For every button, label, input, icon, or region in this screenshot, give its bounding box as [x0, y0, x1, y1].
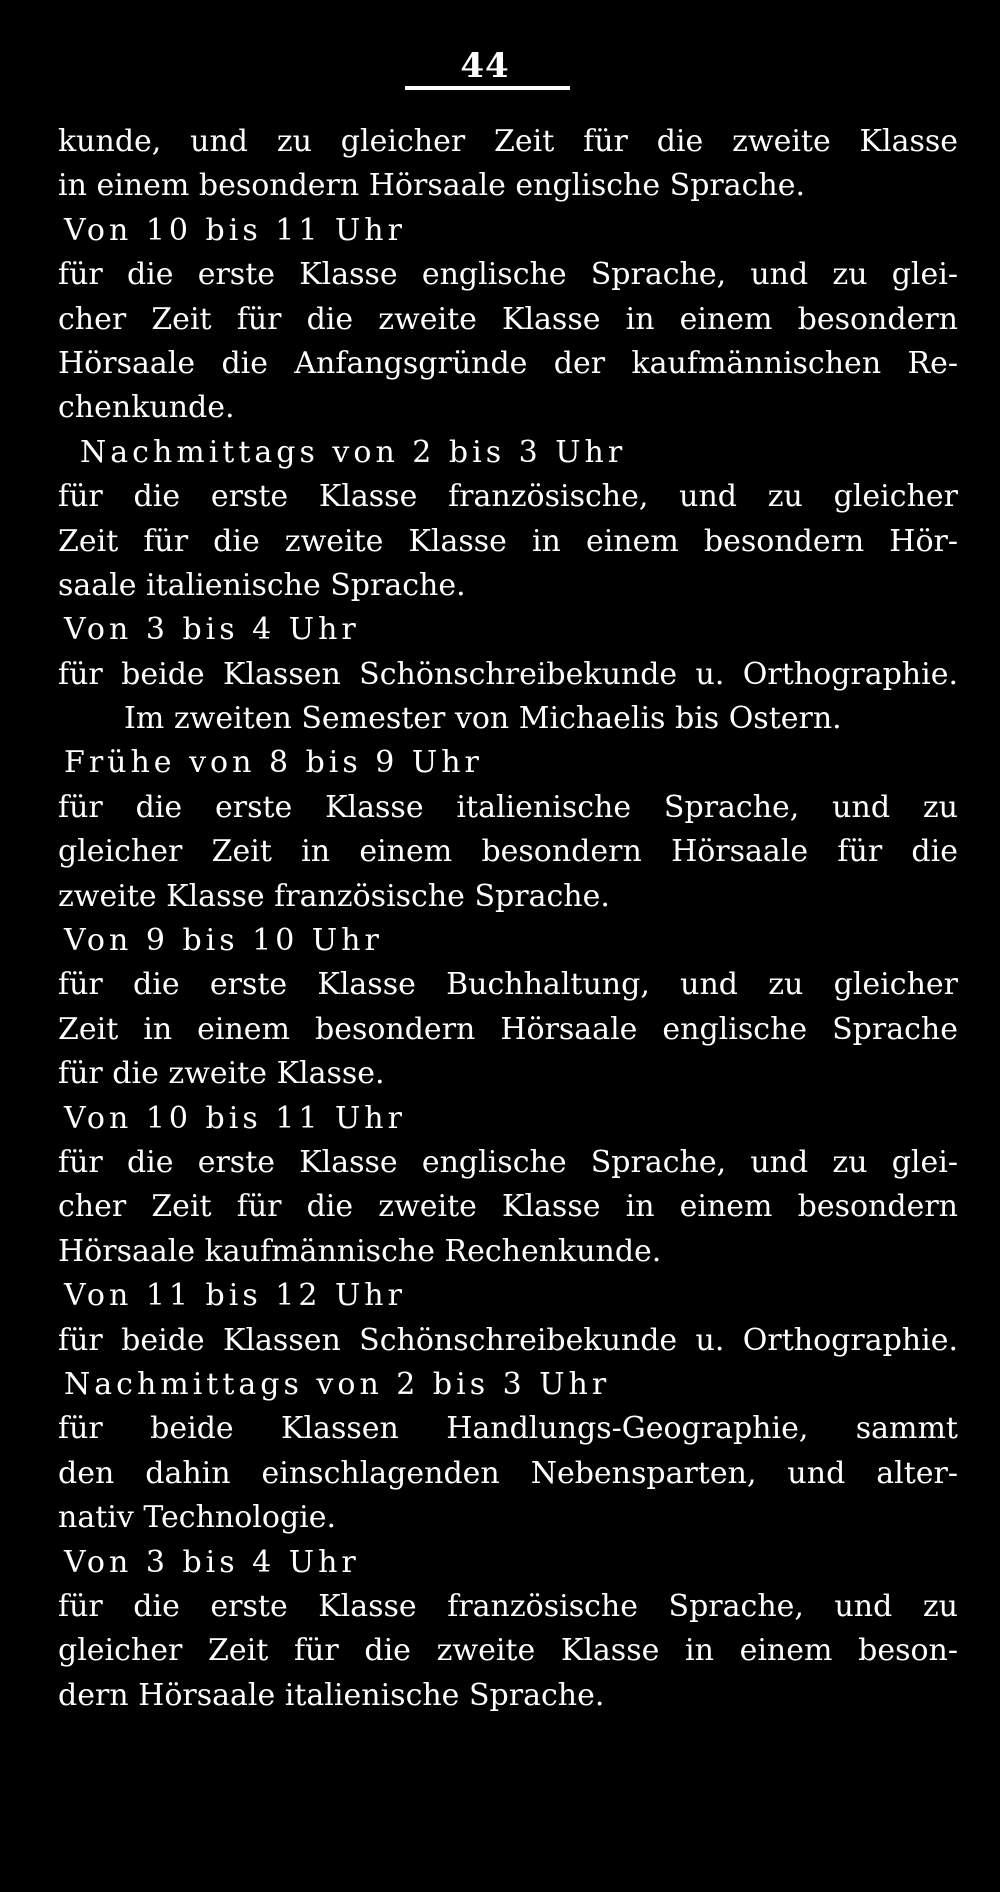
text-line-end: zweite Klasse französische Sprache. — [58, 878, 610, 914]
schedule-time-heading: Frühe von 8 bis 9 Uhr — [64, 745, 483, 781]
text-line: gleicher Zeit für die zweite Klasse in einem beson- — [58, 1633, 958, 1669]
schedule-time-heading: Von 3 bis 4 Uhr — [64, 1544, 360, 1580]
schedule-time-heading: Nachmittags von 2 bis 3 Uhr — [64, 1366, 611, 1402]
text-line-end: dern Hörsaale italienische Sprache. — [58, 1677, 605, 1713]
text-line: cher Zeit für die zweite Klasse in einem besondern — [58, 301, 958, 337]
text-line: den dahin einschlagenden Nebensparten, und alter- — [58, 1455, 958, 1491]
text-line: für die erste Klasse italienische Sprache, und zu — [58, 789, 958, 825]
schedule-time-heading: Von 3 bis 4 Uhr — [64, 612, 360, 648]
text-line: für die erste Klasse französische Sprache, und zu — [58, 1588, 958, 1624]
text-line-end: Hörsaale kaufmännische Rechenkunde. — [58, 1233, 662, 1269]
schedule-time-heading: Nachmittags von 2 bis 3 Uhr — [80, 434, 627, 470]
text-line: für die erste Klasse Buchhaltung, und zu gleicher — [58, 967, 958, 1003]
text-line: für die erste Klasse französische, und zu gleicher — [58, 479, 958, 515]
text-line: Zeit für die zweite Klasse in einem besondern Hör- — [58, 523, 958, 559]
page-number: 44 — [460, 46, 510, 86]
text-line: Hörsaale die Anfangsgründe der kaufmännischen Re- — [58, 345, 958, 381]
schedule-time-heading: Von 10 bis 11 Uhr — [64, 212, 406, 248]
text-line-end: saale italienische Sprache. — [58, 567, 466, 603]
text-line: für beide Klassen Schönschreibekunde u. Orthographie. — [58, 1322, 958, 1358]
text-line: für beide Klassen Schönschreibekunde u. Orthographie. — [58, 656, 958, 692]
text-line: Zeit in einem besondern Hörsaale englische Sprache — [58, 1011, 958, 1047]
text-line-end: für die zweite Klasse. — [58, 1056, 385, 1092]
text-line: für die erste Klasse englische Sprache, und zu glei- — [58, 257, 958, 293]
schedule-time-heading: Von 10 bis 11 Uhr — [64, 1100, 406, 1136]
text-line-end: chenkunde. — [58, 390, 235, 426]
header-rule — [405, 86, 570, 90]
semester-heading: Im zweiten Semester von Michaelis bis Ostern. — [124, 701, 842, 737]
schedule-time-heading: Von 9 bis 10 Uhr — [64, 923, 383, 959]
page-text — [58, 120, 958, 1718]
text-line-end: nativ Technologie. — [58, 1500, 337, 1536]
text-line: für die erste Klasse englische Sprache, und zu glei- — [58, 1144, 958, 1180]
text-line: für beide Klassen Handlungs-Geographie, sammt — [58, 1411, 958, 1447]
schedule-time-heading: Von 11 bis 12 Uhr — [64, 1278, 406, 1314]
text-line: kunde, und zu gleicher Zeit für die zweite Klasse — [58, 124, 958, 159]
text-line: cher Zeit für die zweite Klasse in einem besondern — [58, 1189, 958, 1225]
text-line: gleicher Zeit in einem besondern Hörsaale für die — [58, 834, 958, 870]
text-line-end: in einem besondern Hörsaale englische Sprache. — [58, 168, 806, 204]
